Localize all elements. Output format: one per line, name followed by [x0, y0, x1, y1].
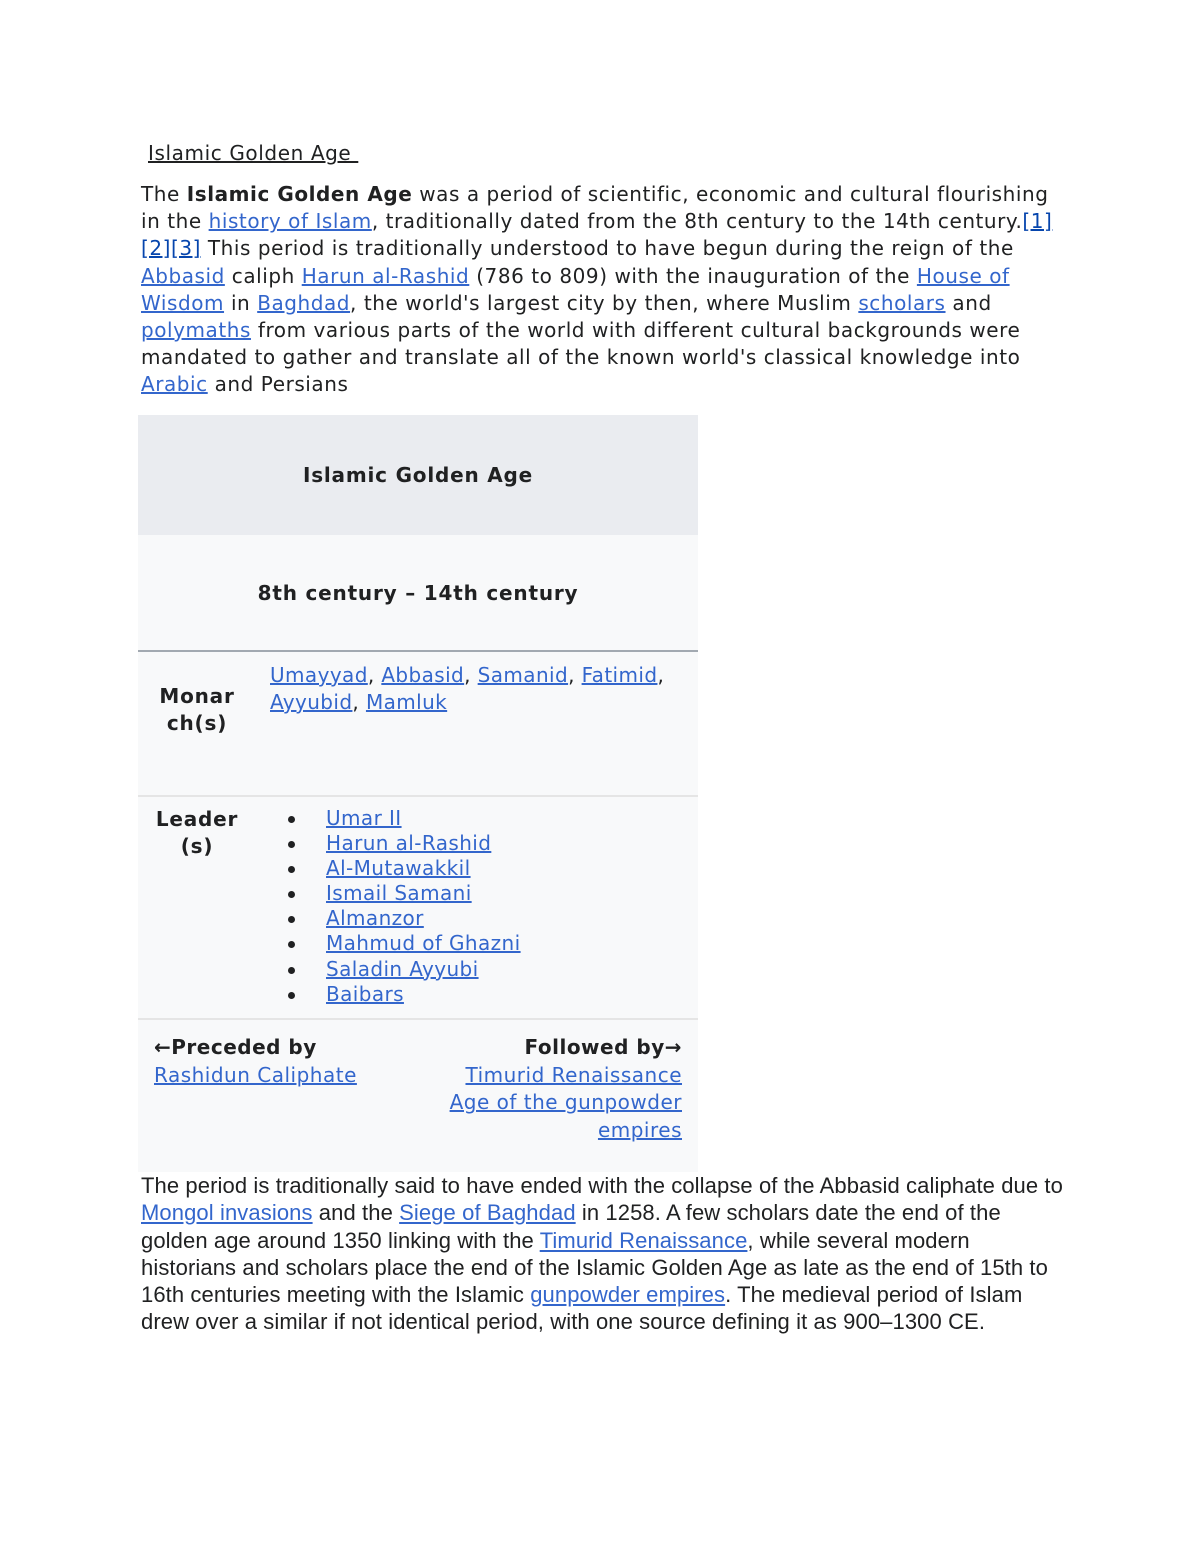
link-history-of-islam[interactable]: history of Islam [208, 209, 372, 234]
list-item [256, 806, 684, 831]
infobox-title: Islamic Golden Age [138, 415, 698, 535]
link-mongol-invasions[interactable]: Mongol invasions [141, 1200, 313, 1226]
link-leader[interactable]: Al-Mutawakkil [326, 856, 471, 881]
list-item [256, 856, 684, 881]
text-run: in [224, 290, 258, 315]
link-rashidun-caliphate[interactable]: Rashidun Caliphate [154, 1062, 357, 1087]
bold-term: Islamic Golden Age [186, 182, 413, 206]
infobox-row-leaders [138, 797, 698, 1020]
link-leader[interactable]: Almanzor [326, 906, 424, 931]
infobox-period: 8th century – 14th century [138, 535, 698, 652]
link-leader[interactable]: Baibars [326, 981, 404, 1006]
link-baghdad[interactable]: Baghdad [257, 290, 351, 315]
intro-paragraph [141, 181, 1071, 399]
list-item [256, 906, 684, 931]
link-ayyubid[interactable]: Ayyubid [270, 690, 353, 714]
text-run: , while several modern historians and scholars place the end of the Islamic Golden Age as late as the end of 15th to 16th centuries meeting with the Islamic [141, 1227, 1048, 1308]
text-run: from various parts of the world with different cultural backgrounds were mandated to gather and translate all of the known world's classical knowledge into [141, 318, 1021, 370]
monarchs-list: Umayyad, Abbasid, Samanid, Fatimid, Ayyubid, Mamluk [270, 663, 665, 714]
text-run: The [141, 182, 187, 206]
followed-label: Followed by→ [524, 1035, 682, 1059]
text-run: (786 to 809) with the inauguration of the [469, 263, 917, 288]
link-arabic[interactable]: Arabic [141, 372, 208, 397]
link-gunpowder-empires-text[interactable]: gunpowder empires [530, 1282, 726, 1308]
link-fatimid[interactable]: Fatimid [581, 663, 658, 687]
text-run: and [945, 290, 992, 315]
link-leader[interactable]: Harun al-Rashid [326, 831, 492, 856]
link-siege-of-baghdad[interactable]: Siege of Baghdad [399, 1200, 576, 1226]
link-mamluk[interactable]: Mamluk [365, 690, 448, 714]
link-leader[interactable]: Ismail Samani [326, 881, 472, 906]
link-samanid[interactable]: Samanid [477, 663, 569, 687]
text-run: , traditionally dated from the 8th century to the 14th century. [371, 209, 1023, 234]
link-scholars[interactable]: scholars [858, 290, 946, 315]
text-run: . The medieval period of Islam drew over a similar if not identical period, with one source defining it as 900–1300 CE. [141, 1282, 1023, 1335]
leaders-list [256, 797, 698, 1018]
text-run: was a period of scientific, economic and cultural flourishing in the [141, 182, 1049, 234]
text-run: The period is traditionally said to have ended with the collapse of the Abbasid caliphate due to [141, 1173, 1063, 1198]
link-leader[interactable]: Mahmud of Ghazni [326, 931, 521, 956]
link-harun-al-rashid[interactable]: Harun al-Rashid [301, 263, 470, 288]
list-item [256, 957, 684, 982]
link-umayyad[interactable]: Umayyad [270, 663, 368, 687]
link-gunpowder-empires[interactable]: Age of the gunpowder empires [449, 1090, 682, 1142]
followed-by [432, 1034, 682, 1144]
infobox-row-monarchs [138, 652, 698, 797]
text-run: and Persians [207, 372, 349, 397]
link-abbasid-dynasty[interactable]: Abbasid [381, 663, 465, 687]
link-timurid-renaissance-text[interactable]: Timurid Renaissance [539, 1227, 748, 1253]
infobox-succession [138, 1020, 698, 1144]
link-timurid-renaissance[interactable]: Timurid Renaissance [465, 1062, 682, 1087]
text-run: in 1258. A few scholars date the end of the golden age around 1350 linking with the [141, 1200, 1001, 1253]
monarchs-label: Monar ch(s) [159, 684, 235, 735]
link-house-of-wisdom[interactable]: House of Wisdom [141, 263, 1010, 315]
outro-paragraph [141, 1172, 1071, 1336]
leaders-label: Leader (s) [155, 807, 239, 858]
preceded-by [154, 1034, 357, 1144]
list-item [256, 982, 684, 1007]
infobox [138, 415, 698, 1172]
list-item [256, 831, 684, 856]
text-run: , the world's largest city by then, where Muslim [350, 290, 859, 315]
link-abbasid[interactable]: Abbasid [141, 263, 225, 288]
text-run: This period is traditionally understood to have begun during the reign of the [200, 236, 1014, 261]
reference-links[interactable]: [1][2][3] [141, 209, 1053, 261]
text-run: caliph [224, 263, 302, 288]
text-run: and the [312, 1200, 400, 1226]
page-title: Islamic Golden Age [148, 141, 359, 165]
list-item [256, 931, 684, 956]
link-leader[interactable]: Umar II [326, 806, 402, 830]
link-leader[interactable]: Saladin Ayyubi [326, 956, 479, 981]
preceded-label: ←Preceded by [154, 1035, 317, 1059]
list-item [256, 881, 684, 906]
link-polymaths[interactable]: polymaths [141, 318, 251, 343]
